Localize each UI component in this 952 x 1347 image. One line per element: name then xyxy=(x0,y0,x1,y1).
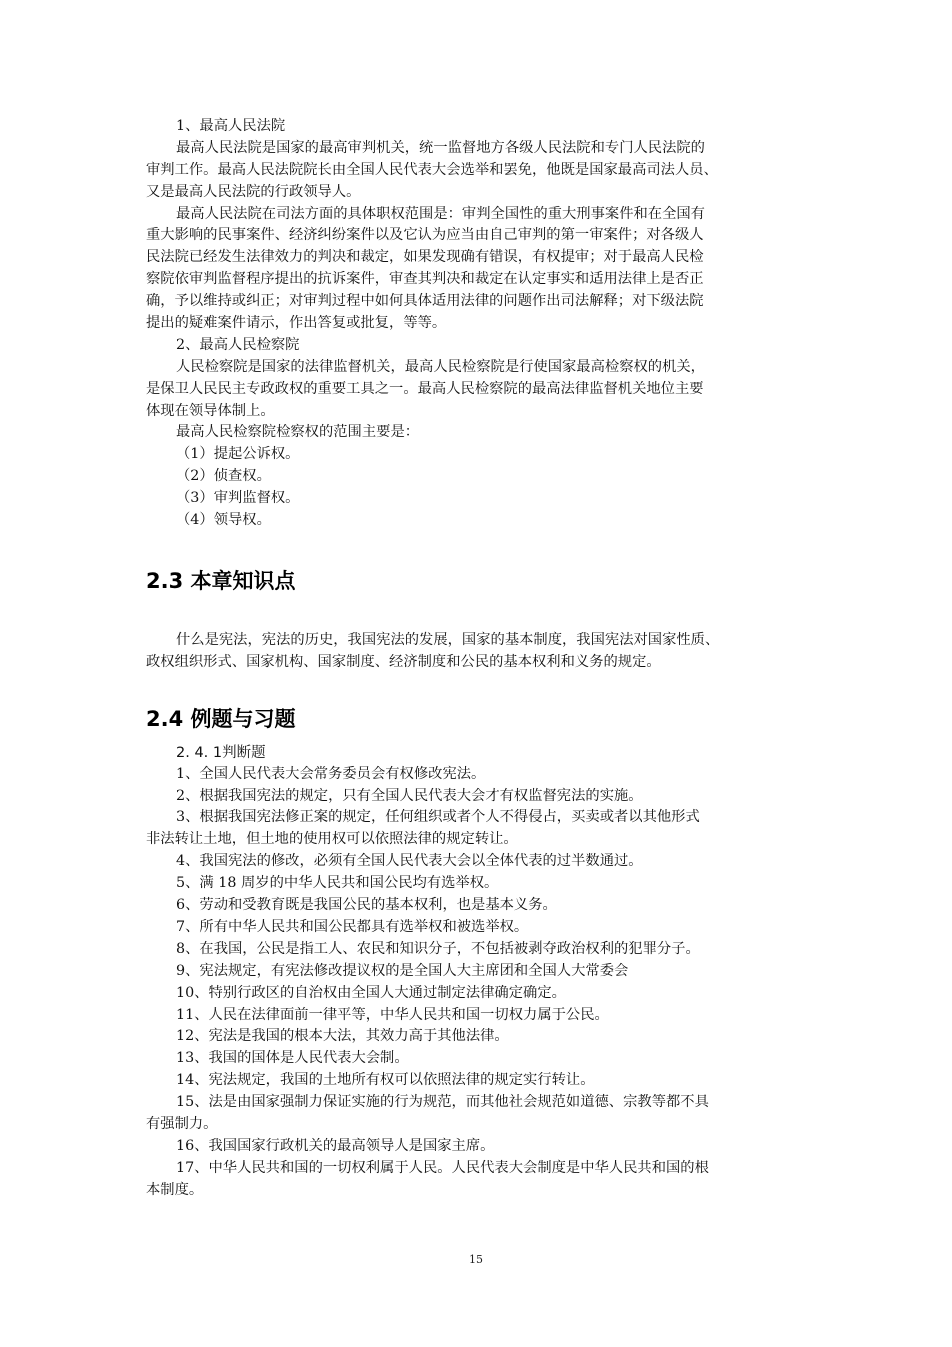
question-text-line: 11、人民在法律面前一律平等，中华人民共和国一切权力属于公民。 xyxy=(176,1006,609,1023)
question-text-line: 8、在我国，公民是指工人、农民和知识分子，不包括被剥夺政治权利的犯罪分子。 xyxy=(176,940,700,957)
question-text-line: 7、所有中华人民共和国公民都具有选举权和被选举权。 xyxy=(176,918,529,935)
question-item xyxy=(146,983,810,1005)
question-list xyxy=(146,764,810,1202)
text-line: 最高人民法院是国家的最高审判机关，统一监督地方各级人民法院和专门人民法院的 xyxy=(176,139,705,156)
text-line: 民法院已经发生法律效力的判决和裁定，如果发现确有错误，有权提审；对于最高人民检 xyxy=(146,249,704,266)
section-title-procuratorate: 2、最高人民检察院 xyxy=(176,336,300,353)
question-text-line: 非法转让土地，但土地的使用权可以依照法律的规定转让。 xyxy=(146,831,518,848)
question-item xyxy=(146,939,810,961)
text-line: 重大影响的民事案件、经济纠纷案件以及它认为应当由自己审判的第一审案件；对各级人 xyxy=(146,227,704,244)
question-item xyxy=(146,1005,810,1027)
question-text-line: 13、我国的国体是人民代表大会制。 xyxy=(176,1050,409,1067)
question-item xyxy=(146,807,810,851)
list-item: （3）审判监督权。 xyxy=(176,490,300,507)
chapter-heading-exercises: 2.4 例题与习题 xyxy=(146,706,296,731)
paragraph-supreme-court-powers xyxy=(146,204,810,335)
text-line: 政权组织形式、国家机构、国家制度、经济制度和公民的基本权利和义务的规定。 xyxy=(146,653,661,670)
list-item: （4）领导权。 xyxy=(176,512,271,529)
question-text-line: 10、特别行政区的自治权由全国人大通过制定法律确定确定。 xyxy=(176,984,566,1001)
text-line: 最高人民法院在司法方面的具体职权范围是：审判全国性的重大刑事案件和在全国有 xyxy=(176,205,705,222)
subsection-heading-true-false: 2. 4. 1判断题 xyxy=(176,744,266,761)
question-text-line: 3、根据我国宪法修正案的规定，任何组织或者个人不得侵占，买卖或者以其他形式 xyxy=(176,809,700,826)
question-text-line: 17、中华人民共和国的一切权利属于人民。人民代表大会制度是中华人民共和国的根 xyxy=(176,1159,709,1176)
question-text-line: 有强制力。 xyxy=(146,1115,218,1132)
text-line: 确，予以维持或纠正；对审判过程中如何具体适用法律的问题作出司法解释；对下级法院 xyxy=(146,293,704,310)
text-line: 什么是宪法，宪法的历史，我国宪法的发展，国家的基本制度，我国宪法对国家性质、 xyxy=(176,631,720,648)
procuratorate-powers-list xyxy=(146,444,810,532)
question-text-line: 5、满 18 周岁的中华人民共和国公民均有选举权。 xyxy=(176,875,499,892)
question-item xyxy=(146,895,810,917)
question-item xyxy=(146,1158,810,1202)
paragraph-supreme-court-intro xyxy=(146,138,810,204)
chapter-heading-knowledge-points: 2.3 本章知识点 xyxy=(146,568,296,593)
page-number: 15 xyxy=(469,1253,483,1266)
page-content xyxy=(146,116,810,1202)
question-text-line: 9、宪法规定，有宪法修改提议权的是全国人大主席团和全国人大常委会 xyxy=(176,962,629,979)
text-line: 体现在领导体制上。 xyxy=(146,402,275,419)
section-title-supreme-court: 1、最高人民法院 xyxy=(176,118,286,134)
question-item xyxy=(146,873,810,895)
question-item xyxy=(146,764,810,786)
text-line: 人民检察院是国家的法律监督机关，最高人民检察院是行使国家最高检察权的机关， xyxy=(176,358,705,375)
question-item xyxy=(146,1136,810,1158)
question-text-line: 12、宪法是我国的根本大法，其效力高于其他法律。 xyxy=(176,1028,509,1045)
list-item: （1）提起公诉权。 xyxy=(176,446,300,463)
procuratorate-powers-intro: 最高人民检察院检察权的范围主要是： xyxy=(176,424,420,441)
text-line: 提出的疑难案件请示，作出答复或批复，等等。 xyxy=(146,315,447,332)
question-text-line: 6、劳动和受教育既是我国公民的基本权利，也是基本义务。 xyxy=(176,897,557,914)
text-line: 审判工作。最高人民法院院长由全国人民代表大会选举和罢免，他既是国家最高司法人员、 xyxy=(146,161,718,178)
list-item: （2）侦查权。 xyxy=(176,468,271,485)
question-item xyxy=(146,1092,810,1136)
question-item xyxy=(146,1070,810,1092)
question-text-line: 4、我国宪法的修改，必须有全国人民代表大会以全体代表的过半数通过。 xyxy=(176,853,643,870)
question-item xyxy=(146,786,810,808)
question-item xyxy=(146,961,810,983)
paragraph-knowledge-points xyxy=(146,630,810,674)
question-text-line: 15、法是由国家强制力保证实施的行为规范，而其他社会规范如道德、宗教等都不具 xyxy=(176,1094,709,1111)
question-text-line: 1、全国人民代表大会常务委员会有权修改宪法。 xyxy=(176,765,486,782)
question-item xyxy=(146,851,810,873)
text-line: 是保卫人民民主专政政权的重要工具之一。最高人民检察院的最高法律监督机关地位主要 xyxy=(146,380,704,397)
text-line: 察院依审判监督程序提出的抗诉案件，审查其判决和裁定在认定事实和适用法律上是否正 xyxy=(146,271,704,288)
text-line: 又是最高人民法院的行政领导人。 xyxy=(146,183,361,200)
paragraph-procuratorate-intro xyxy=(146,357,810,423)
question-item xyxy=(146,917,810,939)
question-text-line: 16、我国国家行政机关的最高领导人是国家主席。 xyxy=(176,1137,495,1154)
question-text-line: 2、根据我国宪法的规定，只有全国人民代表大会才有权监督宪法的实施。 xyxy=(176,787,643,804)
question-item xyxy=(146,1026,810,1048)
question-text-line: 本制度。 xyxy=(146,1181,204,1198)
question-text-line: 14、宪法规定，我国的土地所有权可以依照法律的规定实行转让。 xyxy=(176,1072,595,1089)
question-item xyxy=(146,1048,810,1070)
